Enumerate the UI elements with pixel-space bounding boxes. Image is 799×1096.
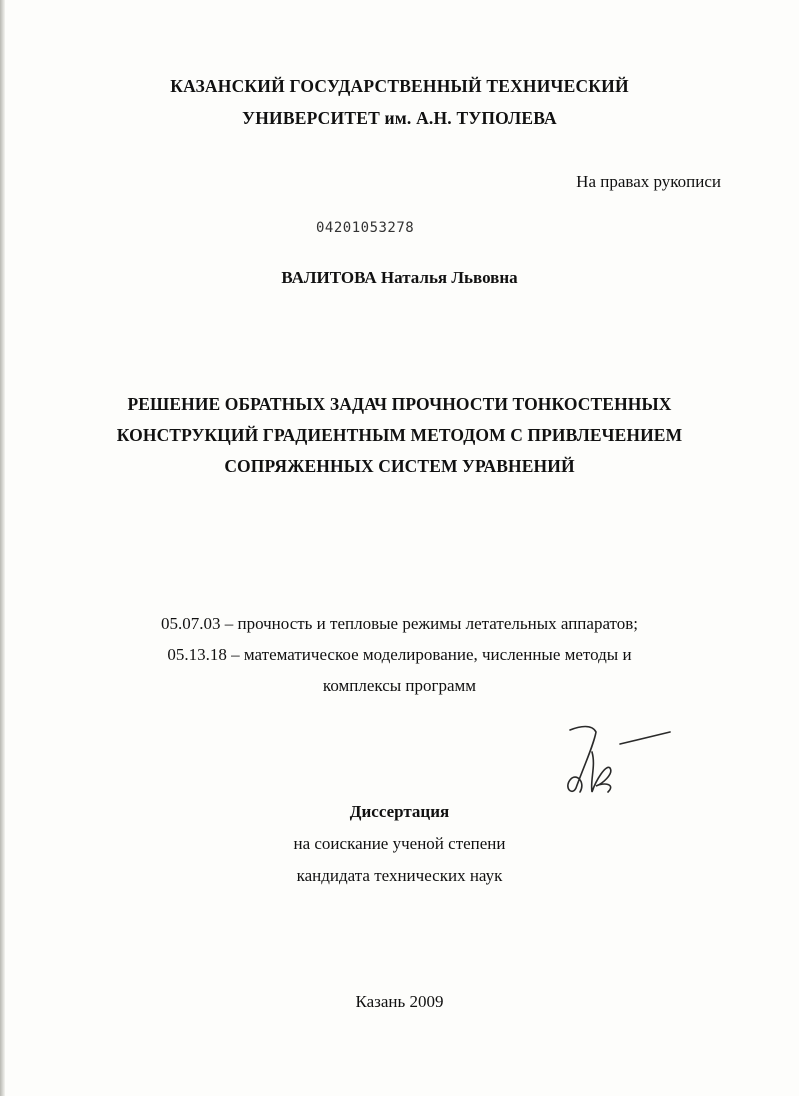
specialty-line-1: 05.07.03 – прочность и тепловые режимы летательных аппаратов; xyxy=(160,614,639,633)
specialty-line-2: 05.13.18 – математическое моделирование, численные методы и xyxy=(167,645,632,664)
university-name-line-2: УНИВЕРСИТЕТ им. А.Н. ТУПОЛЕВА xyxy=(242,108,557,128)
degree-heading: Диссертация xyxy=(349,802,450,821)
degree-line-1: на соискание ученой степени xyxy=(293,834,506,853)
dissertation-title-line-3: СОПРЯЖЕННЫХ СИСТЕМ УРАВНЕНИЙ xyxy=(224,456,575,476)
library-stamp-code: 04201053278 xyxy=(316,220,415,236)
manuscript-note: На правах рукописи xyxy=(576,172,721,191)
university-name-line-1: КАЗАНСКИЙ ГОСУДАРСТВЕННЫЙ ТЕХНИЧЕСКИЙ xyxy=(170,76,629,96)
dissertation-title-line-1: РЕШЕНИЕ ОБРАТНЫХ ЗАДАЧ ПРОЧНОСТИ ТОНКОСТЕННЫХ xyxy=(127,394,672,414)
dissertation-title-line-2: КОНСТРУКЦИЙ ГРАДИЕНТНЫМ МЕТОДОМ С ПРИВЛЕЧЕНИЕМ xyxy=(116,425,683,445)
author-name: ВАЛИТОВА Наталья Львовна xyxy=(281,268,518,287)
degree-line-2: кандидата технических наук xyxy=(296,866,503,885)
specialty-line-3: комплексы программ xyxy=(322,676,477,695)
handwritten-signature xyxy=(562,722,678,800)
scan-edge-shadow xyxy=(0,0,5,1096)
city-year: Казань 2009 xyxy=(355,992,444,1011)
